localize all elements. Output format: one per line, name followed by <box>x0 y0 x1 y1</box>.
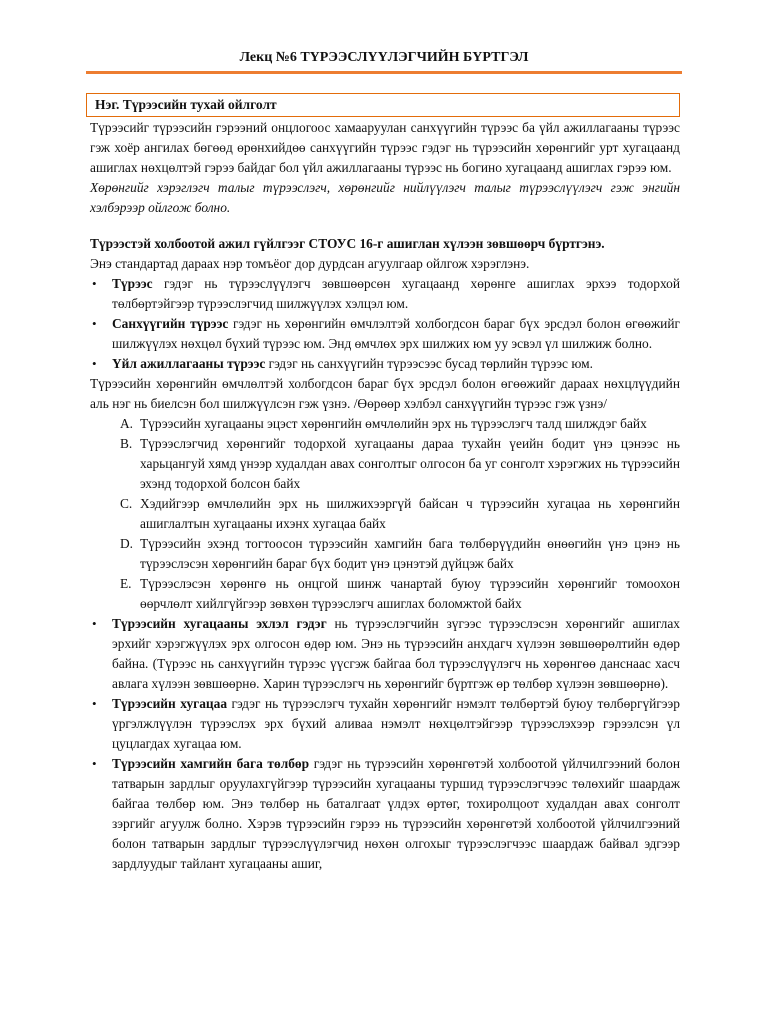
condition-text: Хэдийгээр өмчлөлийн эрх нь шилжихээргүй байсан ч түрээсийн хугацаа нь хөрөнгийн ашиглалтын хугацааны ихэнх хугацаа байх <box>140 496 680 531</box>
conditions-list <box>90 414 680 614</box>
list-item <box>120 534 680 574</box>
term: Үйл ажиллагааны түрээс <box>112 356 266 371</box>
bullet-icon: • <box>92 316 97 331</box>
bullet-icon: • <box>92 276 97 291</box>
paragraph-standard-intro: Энэ стандартад дараах нэр томъёог дор дурдсан агуулгаар ойлгож хэрэглэнэ. <box>90 256 530 271</box>
paragraph-intro: Түрээсийг түрээсийн гэрээний онцлогоос хамааруулан санхүүгийн түрээс ба үйл ажиллагааны түрээс гэж хоёр ангилах бөгөөд өрөнхийдөө санхүүгийн түрээс гэдэг нь түрээсийн хөрөнгийг урт хугацаанд ашиглах нөхцөлтэй гэрээ байдаг бол үйл ажиллагааны түрээс нь богино хугацаанд ашиглах гэрээ юм. <box>90 120 680 175</box>
list-item <box>90 694 680 754</box>
list-item <box>90 614 680 694</box>
list-item <box>120 434 680 494</box>
definition-list-b <box>90 614 680 874</box>
term: Түрээс <box>112 276 153 291</box>
list-item <box>120 494 680 534</box>
document-body <box>90 118 680 874</box>
term: Санхүүгийн түрээс <box>112 316 229 331</box>
list-item <box>120 574 680 614</box>
condition-text: Түрээсийн эхэнд тогтоосон түрээсийн хамгийн бага төлбөрүүдийн өнөөгийн үнэ цэнэ нь түрээслэсэн хөрөнгийн бараг бүх бодит үнэ цэнэтэй дүйцэж байх <box>140 536 680 571</box>
subheading-standard: Түрээстэй холбоотой ажил гүйлгээг СТОУС 16-г ашиглан хүлээн зөвшөөрч бүртгэнэ. <box>90 236 605 251</box>
bullet-icon: • <box>92 696 97 711</box>
list-item <box>90 754 680 874</box>
paragraph-definition-italic: Хөрөнгийг хэрэглэгч талыг түрээслэгч, хөрөнгийг нийлүүлэгч талыг түрээслүүлэгч гэж энгийн хэлбэрээр ойлгож болно. <box>90 180 680 215</box>
term-description: нь түрээслэгчийн зүгээс түрээслэсэн хөрөнгийг ашиглах эрхийг хэрэгжүүлэх эрх олгосон өдөр юм. Энэ нь түрээсийн анхдагч хүлээн зөвшөөрөлтийн өдөр байна. (Түрээс нь санхүүгийн түрээс үүсгэж байгаа бол түрээслүүлэгч нь хөрөнгөө данснаас хасч авлага хүлээн зөвшөөрнө. Харин түрээслэгч нь хөрөнгийг бүртгэж өр төлбөр хүлээн зөвшөөрнө). <box>112 616 680 691</box>
title-divider <box>86 71 682 74</box>
term-description: гэдэг нь түрээслэгч тухайн хөрөнгийг нэмэлт төлбөртэй буюу төлбөргүйгээр үргэлжлүүлэн түрээслэх эрх бүхий аливаа нэмэлт нөхцөлтэйгээр түрээслэхээр гэрээлсэн үл цуцлагдах хугацаа юм. <box>112 696 680 751</box>
list-item <box>90 274 680 314</box>
condition-text: Түрээсийн хугацааны эцэст хөрөнгийн өмчлөлийн эрх нь түрээслэгч талд шилждэг байх <box>140 416 647 431</box>
condition-text: Түрээслэсэн хөрөнгө нь онцгой шинж чанартай буюу түрээсийн хөрөнгийг томоохон өөрчлөлт хийлгүйгээр зөвхөн түрээслэгч ашиглах боломжтой байх <box>140 576 680 611</box>
term: Түрээсийн хугацааны эхлэл гэдэг <box>112 616 327 631</box>
list-letter: B. <box>120 436 133 451</box>
term-description: гэдэг нь санхүүгийн түрээсээс бусад төрлийн түрээс юм. <box>265 356 593 371</box>
list-letter: E. <box>120 576 132 591</box>
term: Түрээсийн хугацаа <box>112 696 228 711</box>
list-item <box>90 354 680 374</box>
page-title: Лекц №6 ТҮРЭЭСЛҮҮЛЭГЧИЙН БҮРТГЭЛ <box>239 50 529 65</box>
section-heading: Нэг. Түрээсийн тухай ойлголт <box>95 97 277 112</box>
term-description: гэдэг нь түрээсийн хөрөнгөтэй холбоотой үйлчилгээний болон татварын зардлыг оруулахгүйгээр түрээсийн хугацааны туршид түрээслэгчээс төлөхийг шаардаж байгаа төлбөр юм. Энэ төлбөр нь баталгаат үлдэх өртөг, тохиролцоот худалдан авах сонголт зэргийг агуулж болно. Хэрэв түрээсийн гэрээ нь түрээсийн хөрөнгөтэй холбоотой үйлчилгээний болон татварын зардлыг түрээслүүлэгчид нөхөн олгохыг түрээслэгчээс шаардаж байвал эдгээр зардлуудыг тайлант хугацааны ашиг, <box>112 756 680 871</box>
paragraph-conditions: Түрээсийн хөрөнгийн өмчлөлтэй холбогдсон бараг бүх эрсдэл болон өгөөжийг дараах нөхцлүүдийн аль нэг нь биелсэн бол шилжүүлсэн гэж үзнэ. /Өөрөөр хэлбэл санхүүгийн түрээс гэж үзнэ/ <box>90 376 680 411</box>
list-item <box>120 414 680 434</box>
bullet-icon: • <box>92 756 97 771</box>
term: Түрээсийн хамгийн бага төлбөр <box>112 756 310 771</box>
bullet-icon: • <box>92 356 97 371</box>
list-letter: D. <box>120 536 134 551</box>
definition-list-a <box>90 274 680 374</box>
section-heading-box <box>86 93 680 117</box>
list-letter: A. <box>120 416 134 431</box>
condition-text: Түрээслэгчид хөрөнгийг тодорхой хугацааны дараа тухайн үеийн бодит үнэ цэнээс нь харьцангуй хямд үнээр худалдан авах сонголтыг олгосон ба уг сонголт хэрэгжих нь түрээсийн эхэнд тодорхой болсон байх <box>140 436 680 491</box>
bullet-icon: • <box>92 616 97 631</box>
list-item <box>90 314 680 354</box>
list-letter: C. <box>120 496 133 511</box>
term-description: гэдэг нь хөрөнгийн өмчлэлтэй холбогдсон бараг бүх эрсдэл болон өгөөжийг шилжүүлэх нөхцөл бүхий түрээс юм. Энд өмчлөх эрх шилжих юм уу эсвэл үл шилжиж болно. <box>112 316 680 351</box>
term-description: гэдэг нь түрээслүүлэгч зөвшөөрсөн хугацаанд хөрөнге ашиглах эрхээ тодорхой төлбөртэйгээр түрээслэгчид шилжүүлэх хэлцэл юм. <box>112 276 680 311</box>
